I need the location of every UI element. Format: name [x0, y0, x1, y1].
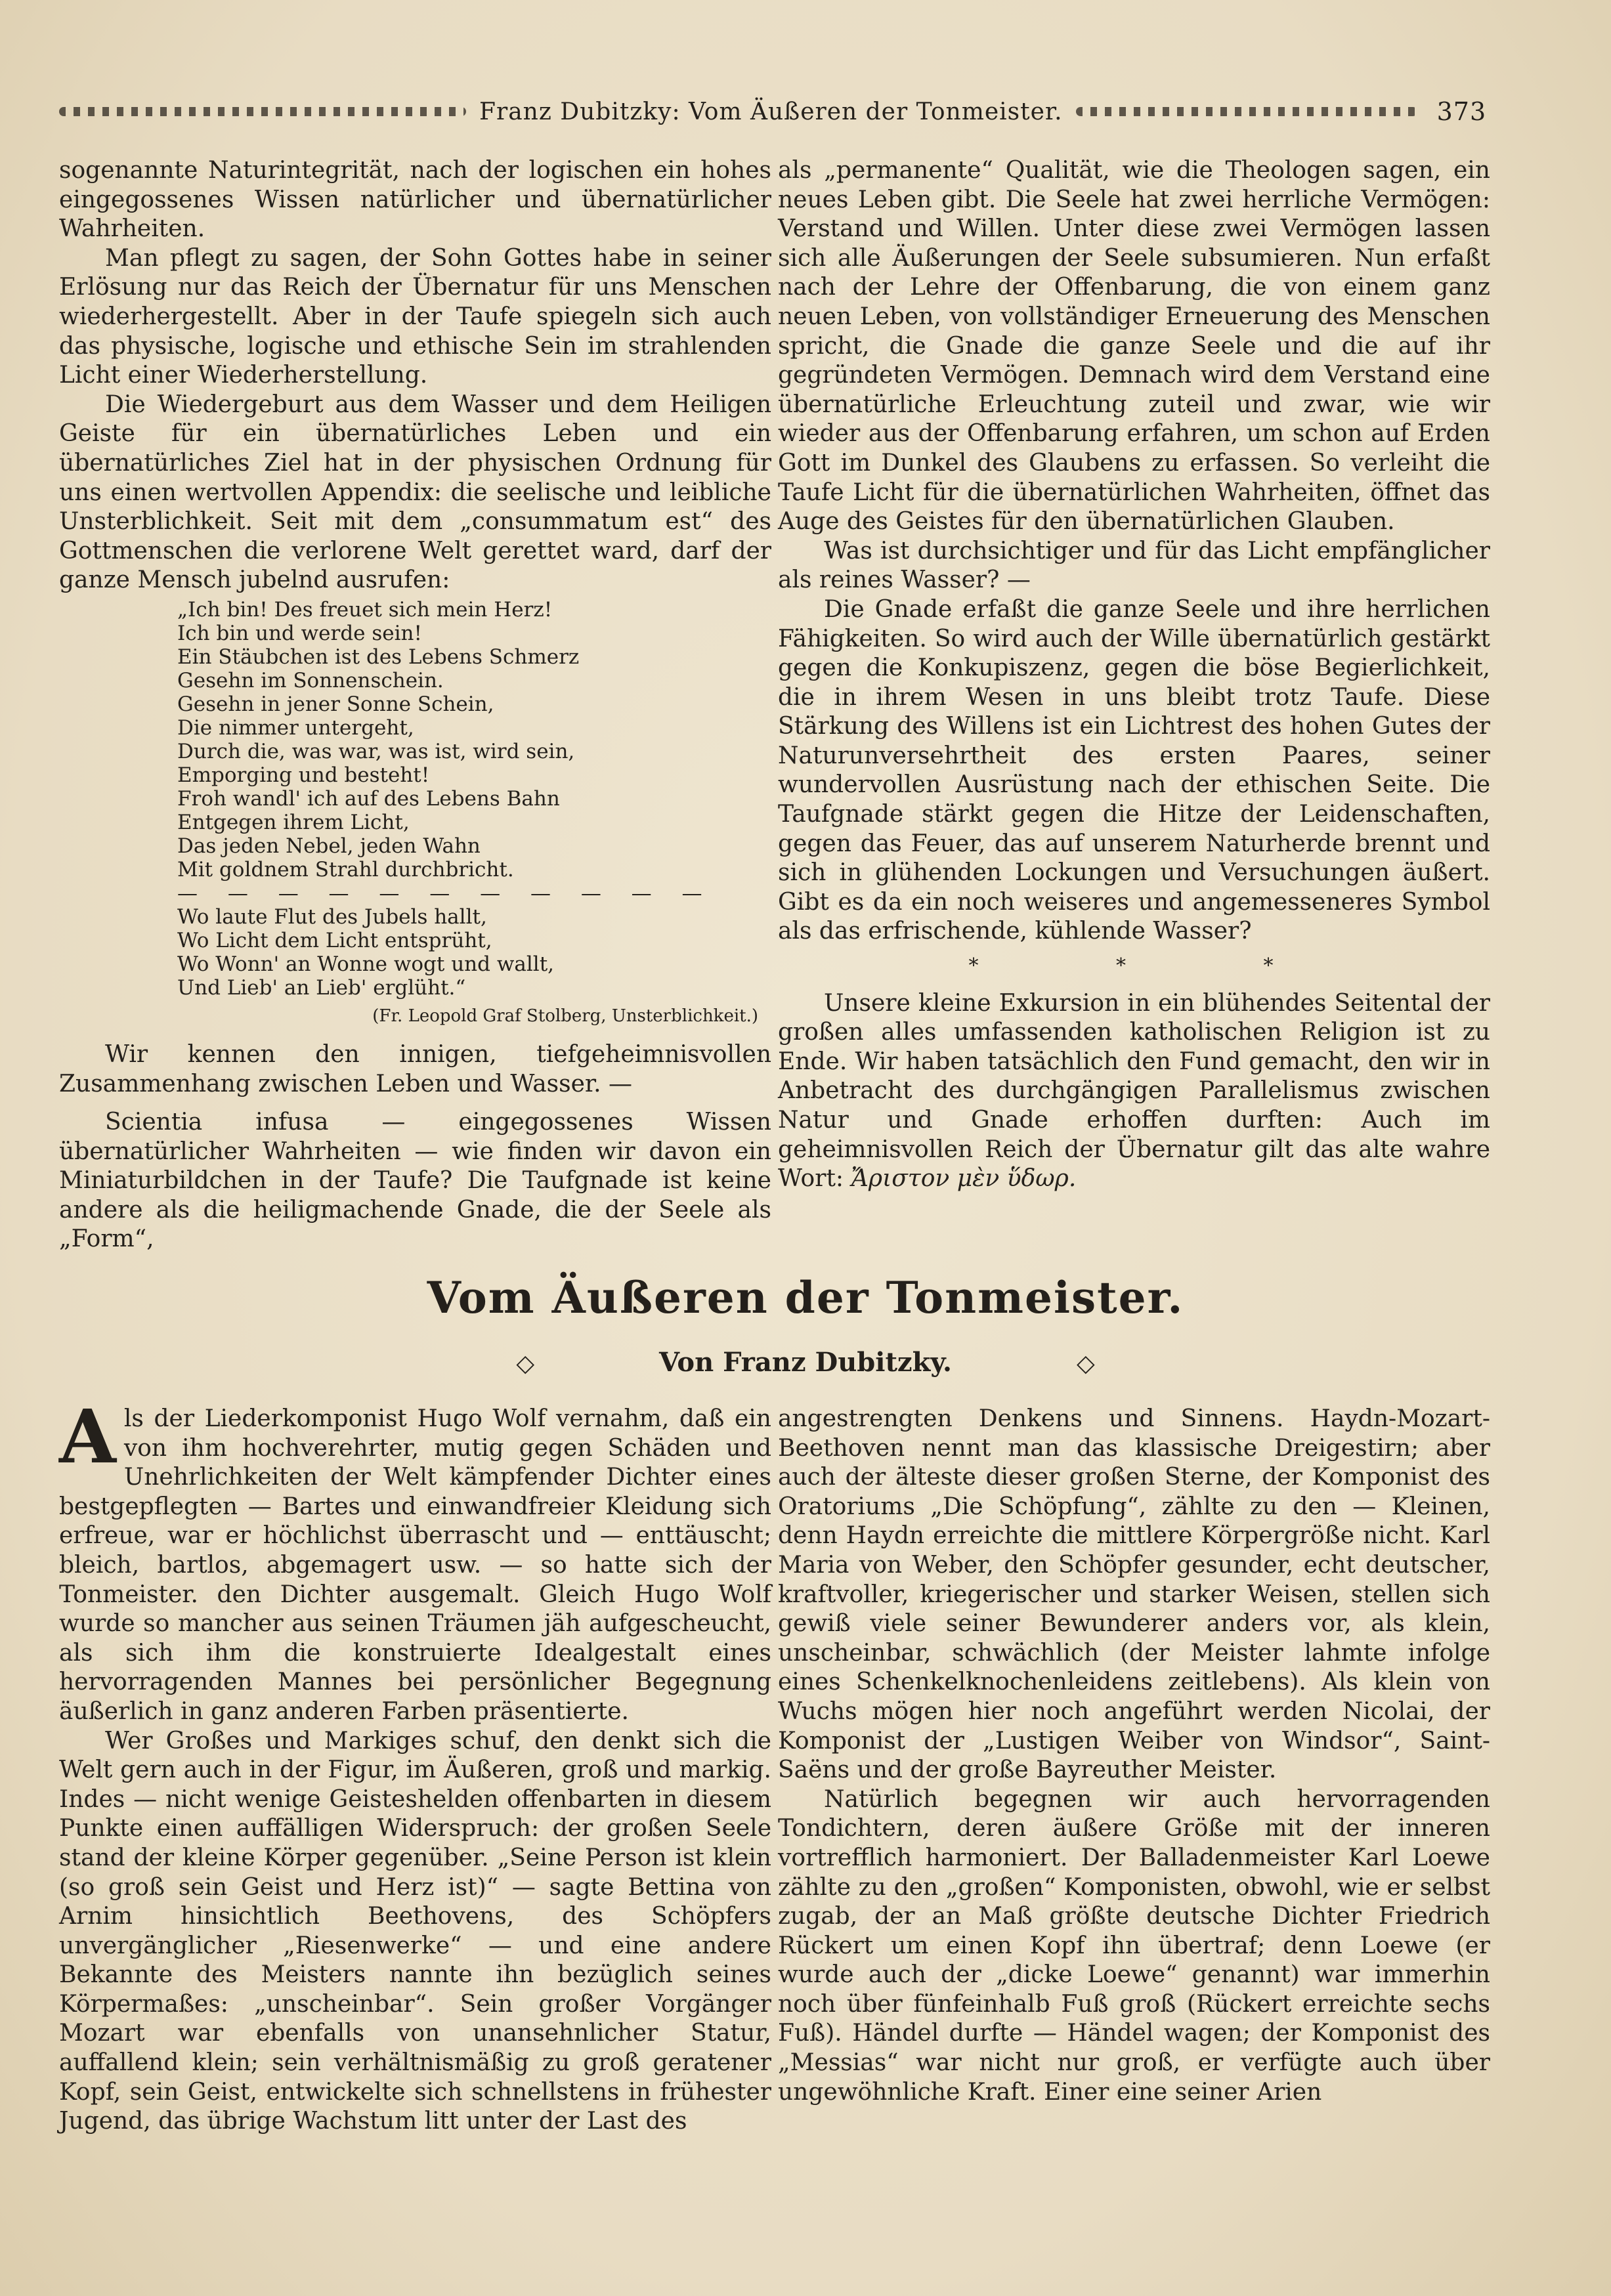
paragraph: Wer Großes und Markiges schuf, den denkt sich die Welt gern auch in der Figur, im Äußeren, groß und markig. Indes — nicht wenige Geisteshelden offenbarten in diesem Punkte einen auffälligen Widerspruch: der großen Seele stand der kleine Körper gegenüber. „Seine Person ist klein (so groß sein Geist und Herz ist)“ — sagte Bettina von Arnim hinsichtlich Beethovens, des Schöpfers unvergänglicher „Riesenwerke“ — und eine andere Bekannte des Meisters nannte ihn bezüglich seines Körpermaßes: „unscheinbar“. Sein großer Vorgänger Mozart war ebenfalls von unansehnlicher Statur, auffallend klein; sein verhältnismäßig zu groß geratener Kopf, sein Geist, entwickelte sich schnellstens in frühester Jugend, das übrige Wachstum litt unter der Last des	[59, 1727, 771, 2135]
poem-line: Entgegen ihrem Licht,	[177, 810, 410, 834]
ornament-rule-left	[59, 107, 466, 116]
running-title: Franz Dubitzky: Vom Äußeren der Tonmeister.	[479, 98, 1063, 125]
paragraph: Die Wiedergeburt aus dem Wasser und dem Heiligen Geiste für ein übernatürliches Leben und ein übernatürliches Ziel hat in der physischen Ordnung für uns einen wertvollen Appendix: die seelische und leibliche Unsterblichkeit. Seit mit dem „consummatum est“ des Gottmenschen die verlorene Welt gerettet ward, darf der ganze Mensch jubelnd ausrufen:	[59, 391, 771, 594]
poem-line: Die nimmer untergeht,	[177, 715, 414, 740]
paragraph	[59, 1394, 771, 1727]
poem-line: Und Lieb' an Lieb' erglüht.“	[177, 975, 466, 1000]
paragraph: Die Gnade erfaßt die ganze Seele und ihre herrlichen Fähigkeiten. So wird auch der Wille übernatürlich gestärkt gegen die Konkupiszenz, gegen die böse Begierlichkeit, die in ihrem Wesen in uns bleibt trotz Taufe. Diese Stärkung des Willens ist ein Lichtrest des hohen Gutes der Naturunversehrtheit des ersten Paares, seiner wundervollen Ausrüstung nach der ethischen Seite. Die Taufgnade stärkt gegen die Hitze der Leidenschaften, gegen das Feuer, das auf unserem Naturherde brennt und sich in glühenden Lockungen und Versuchungen äußert. Gibt es da ein noch weiseres und angemesseneres Symbol als das erfrischende, kühlende Wasser?	[778, 595, 1490, 945]
paragraph: als „permanente“ Qualität, wie die Theologen sagen, ein neues Leben gibt. Die Seele hat zwei herrliche Vermögen: Verstand und Willen. Unter diese zwei Vermögen lassen sich alle Äußerungen der Seele subsumieren. Nun erfaßt nach der Lehre der Offenbarung, die von einem ganz neuen Leben, von vollständiger Erneuerung des Menschen spricht, die Gnade die ganze Seele und die auf ihr gegründeten Vermögen. Demnach wird dem Verstand eine übernatürliche Erleuchtung zuteil und zwar, wie wir wieder aus der Offenbarung erfahren, um schon auf Erden Gott im Dunkel des Glaubens zu erfassen. So verleiht die Taufe Licht für die übernatürlichen Wahrheiten, öffnet das Auge des Geistes für den übernatürlichen Glauben.	[778, 157, 1490, 536]
poem-line: Wo laute Flut des Jubels hallt,	[177, 904, 487, 929]
poem-line: Ich bin und werde sein!	[177, 621, 422, 645]
poem-line: Wo Licht dem Licht entsprüht,	[177, 928, 492, 952]
diamond-ornament: ◇	[1076, 1350, 1095, 1377]
poem	[177, 598, 771, 1000]
paragraph-text: Unsere kleine Exkursion in ein blühendes Seitental der großen alles umfassenden katholischen Religion ist zu Ende. Wir haben tatsächlich den Fund gemacht, den wir in Anbetracht des durchgängigen Parallelismus zwischen Natur und Gnade erhoffen durften: Auch im geheimnisvollen Reich der Übernatur gilt das alte wahre Wort:	[778, 989, 1490, 1193]
byline	[0, 1347, 1611, 1378]
ornament-rule-right	[1076, 107, 1417, 116]
diamond-ornament: ◇	[516, 1350, 535, 1377]
poem-line: Durch die, was war, was ist, wird sein,	[177, 739, 575, 763]
paragraph: Natürlich begegnen wir auch hervorragenden Tondichtern, deren äußere Größe mit der inneren vortrefflich harmoniert. Der Balladenmeister Karl Loewe zählte zu den „großen“ Komponisten, obwohl, wie er selbst zugab, der an Maß größte deutsche Dichter Friedrich Rückert um einen Kopf ihn übertraf; denn Loewe (er wurde auch der „dicke Loewe“ genannt) war immerhin noch über fünfeinhalb Fuß groß (Rückert erreichte sechs Fuß). Händel durfte — Händel wagen; der Komponist des „Messias“ war nicht nur groß, er verfügte auch über ungewöhnliche Kraft. Einer eine seiner Arien	[778, 1785, 1490, 2106]
running-head	[46, 92, 1565, 131]
paragraph: angestrengten Denkens und Sinnens. Haydn-Mozart-Beethoven nennt man das klassische Dreigestirn; aber auch der älteste dieser großen Sterne, der Komponist des Oratoriums „Die Schöpfung“, zählte zu den — Kleinen, denn Haydn erreichte die mittlere Körpergröße nicht. Karl Maria von Weber, den Schöpfer gesunder, echt deutscher, kraftvoller, kriegerischer und starker Weisen, stellen sich gewiß viele seiner Bewunderer anders vor, als klein, unscheinbar, schwächlich (der Meister lahmte infolge eines Schenkelknochenleidens zeitlebens). Als klein von Wuchs mögen hier noch angeführt werden Nicolai, der Komponist der „Lustigen Weiber von Windsor“, Saint-Saëns und der große Bayreuther Meister.	[778, 1405, 1490, 1784]
poem-line: „Ich bin! Des freuet sich mein Herz!	[177, 597, 553, 622]
poem-attribution: (Fr. Leopold Graf Stolberg, Unsterblichkeit.)	[372, 1006, 758, 1026]
paragraph-text: ls der Liederkomponist Hugo Wolf vernahm, daß ein von ihm hochverehrter, mutig gegen Schäden und Unehrlichkeiten der Welt kämpfender Dichter eines bestgepflegten — Bartes und einwandfreier Kleidung sich erfreue, war er höchlichst überrascht und — enttäuscht; bleich, bartlos, abgemagert usw. — so hatte sich der Tonmeister. den Dichter ausgemalt. Gleich Hugo Wolf wurde so mancher aus seinen Träumen jäh aufgescheucht, als sich ihm die konstruierte Idealgestalt eines hervorragenden Mannes bei persönlicher Begegnung äußerlich in ganz anderen Farben präsentierte.	[59, 1405, 771, 1725]
poem-line: Das jeden Nebel, jeden Wahn	[177, 834, 481, 858]
poem-line: Gesehn in jener Sonne Schein,	[177, 692, 494, 716]
paragraph: Wir kennen den innigen, tiefgeheimnisvollen Zusammenhang zwischen Leben und Wasser. —	[59, 1040, 771, 1097]
paragraph	[778, 989, 1490, 1194]
poem-line: Gesehn im Sonnenschein.	[177, 668, 444, 692]
section-stars: * * *	[968, 954, 1339, 978]
greek-quote: Ἄριστον μὲν ὕδωρ.	[851, 1165, 1077, 1193]
poem-line: Emporging und besteht!	[177, 763, 430, 787]
article-title: Vom Äußeren der Tonmeister.	[427, 1272, 1184, 1323]
paragraph: Was ist durchsichtiger und für das Licht empfänglicher als reines Wasser? —	[778, 537, 1490, 594]
poem-line: Froh wandl' ich auf des Lebens Bahn	[177, 786, 560, 811]
paragraph: Man pflegt zu sagen, der Sohn Gottes habe in seiner Erlösung nur das Reich der Übernatur für uns Menschen wiederhergestellt. Aber in der Taufe spiegeln sich auch das physische, logische und ethische Sein im strahlenden Licht einer Wiederherstellung.	[59, 244, 771, 389]
lower-right-column	[778, 1405, 1490, 2107]
byline-text: Von Franz Dubitzky.	[659, 1347, 952, 1378]
drop-cap: A	[59, 1394, 116, 1480]
poem-line: Ein Stäubchen ist des Lebens Schmerz	[177, 645, 580, 669]
upper-right-column	[778, 156, 1490, 1194]
poem-line: Wo Wonn' an Wonne wogt und wallt,	[177, 952, 554, 976]
paragraph: Scientia infusa — eingegossenes Wissen übernatürlicher Wahrheiten — wie finden wir davon ein Miniaturbildchen in der Taufe? Die Taufgnade ist keine andere als die heiligmachende Gnade, die der Seele als „Form“,	[59, 1109, 771, 1253]
upper-left-column	[59, 156, 771, 1254]
poem-line: Mit goldnem Strahl durchbricht.	[177, 857, 514, 882]
lower-left-column	[59, 1394, 771, 2137]
paragraph: sogenannte Naturintegrität, nach der logischen ein hohes eingegossenes Wissen natürlicher und übernatürlicher Wahrheiten.	[59, 157, 771, 243]
poem-separator: — — — — — — — — — — —	[177, 881, 714, 905]
page-number: 373	[1436, 97, 1487, 126]
